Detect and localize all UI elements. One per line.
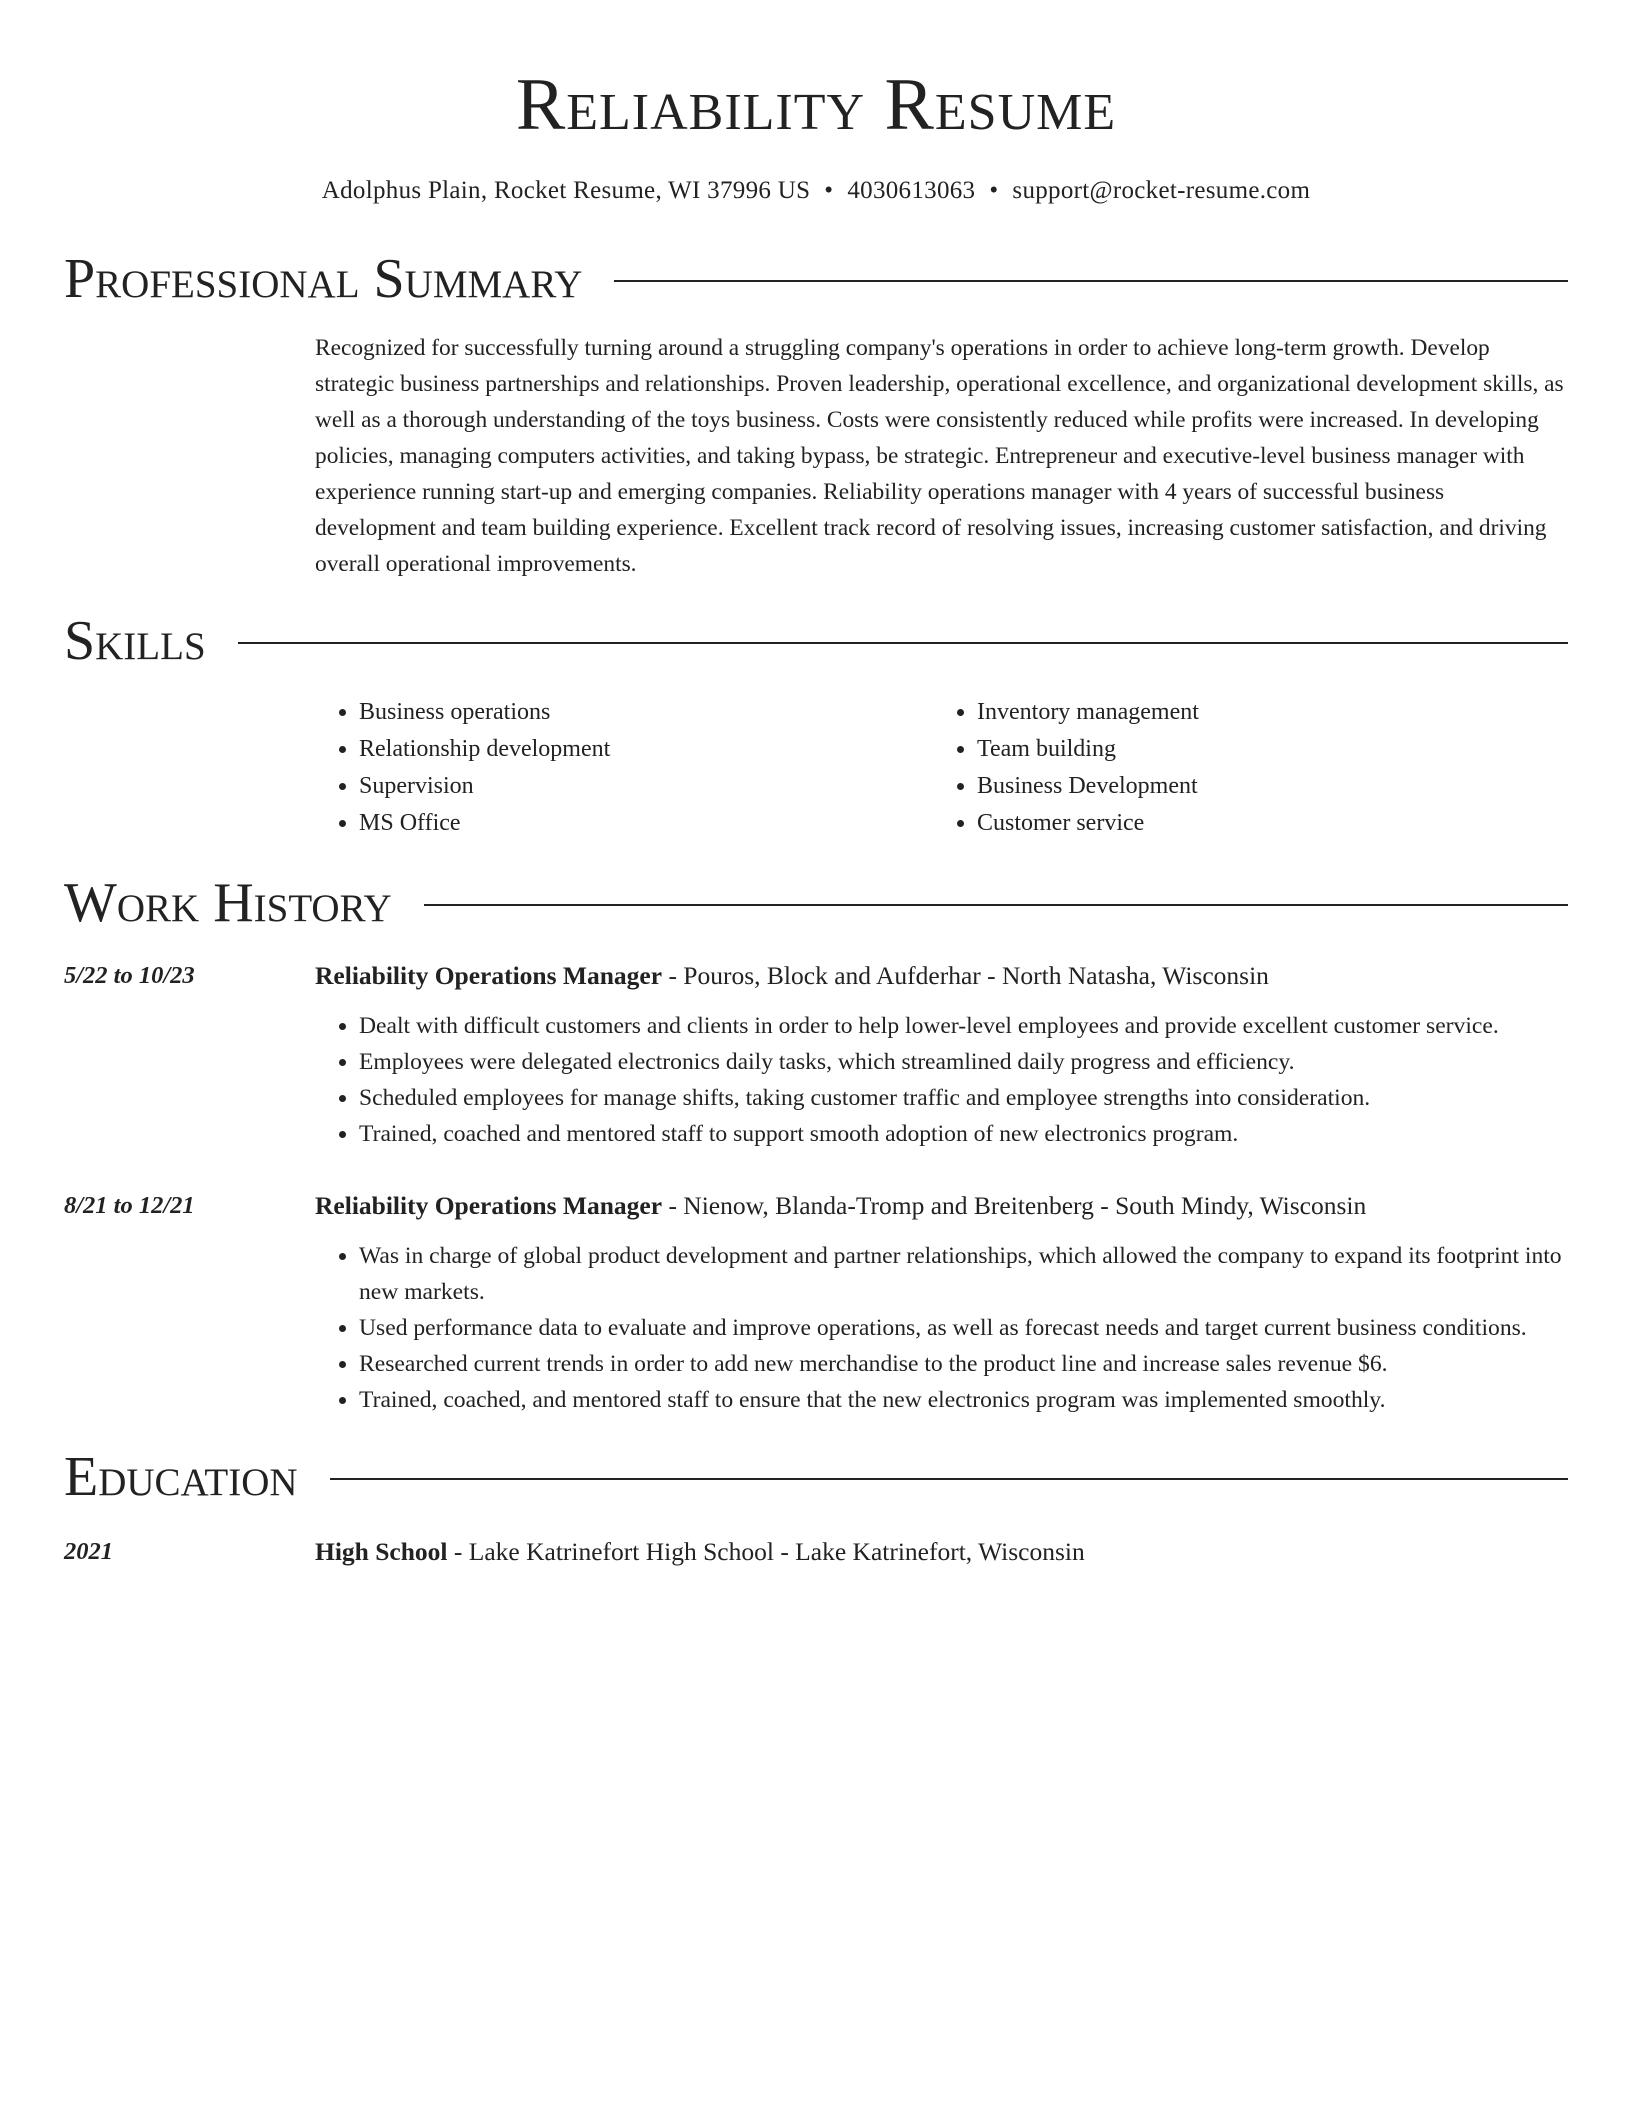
resume-name: Reliability Resume: [515, 64, 1117, 146]
education-heading-line: [315, 1534, 1568, 1570]
job-employer: - Pouros, Block and Aufderhar - North Natasha, Wisconsin: [662, 961, 1269, 990]
job-entry: [64, 1188, 1568, 1418]
skill-item: • Inventory management: [977, 694, 1199, 731]
job-dates: 8/21 to 12/21: [64, 1192, 195, 1219]
job-content: [315, 958, 1568, 1152]
summary-heading: Professional Summary: [64, 248, 583, 310]
skill-item: • Business operations: [359, 694, 933, 731]
job-bullet: • Scheduled employees for manage shifts, taking customer traffic and employee strengths into consideration.: [359, 1080, 1568, 1116]
summary-section-header: [64, 248, 1568, 310]
job-bullet: • Employees were delegated electronics daily tasks, which streamlined daily progress and efficiency.: [359, 1044, 1568, 1080]
section-divider: [614, 280, 1568, 282]
section-divider: [330, 1478, 1568, 1480]
education-heading: Education: [64, 1446, 298, 1508]
education-school: - Lake Katrinefort High School - Lake Katrinefort, Wisconsin: [447, 1537, 1085, 1566]
job-content: [315, 1188, 1568, 1418]
education-year: 2021: [64, 1538, 113, 1565]
education-section-header: [64, 1446, 1568, 1508]
section-divider: [424, 904, 1568, 906]
job-bullet: • Trained, coached, and mentored staff to ensure that the new electronics program was implemented smoothly.: [359, 1382, 1568, 1418]
section-divider: [238, 642, 1568, 644]
job-employer: - Nienow, Blanda-Tromp and Breitenberg - South Mindy, Wisconsin: [662, 1191, 1367, 1220]
skills-column-2: [933, 694, 1199, 842]
job-bullet: • Dealt with difficult customers and clients in order to help lower-level employees and provide excellent customer service.: [359, 1008, 1568, 1044]
skill-item: • MS Office: [359, 805, 933, 842]
contact-address: Adolphus Plain, Rocket Resume, WI 37996 US: [321, 177, 811, 204]
skills-heading: Skills: [64, 610, 206, 672]
skill-item: • Supervision: [359, 768, 933, 805]
job-bullet: • Trained, coached and mentored staff to support smooth adoption of new electronics program.: [359, 1116, 1568, 1152]
job-bullet: • Was in charge of global product development and partner relationships, which allowed the company to expand its footprint into new markets.: [359, 1238, 1568, 1310]
job-title: Reliability Operations Manager: [315, 961, 663, 990]
education-entry: [64, 1534, 1568, 1570]
skill-item: • Customer service: [977, 805, 1199, 842]
contact-line: [64, 174, 1568, 208]
work-heading: Work History: [64, 872, 392, 934]
job-heading: [315, 1188, 1568, 1224]
contact-separator: •: [824, 177, 834, 204]
skills-section-header: [64, 610, 1568, 672]
contact-phone: 4030613063: [847, 177, 976, 204]
work-section-header: [64, 872, 1568, 934]
job-bullet: • Researched current trends in order to add new merchandise to the product line and increase sales revenue $6.: [359, 1346, 1568, 1382]
education-content: [315, 1534, 1568, 1570]
education-degree: High School: [315, 1537, 448, 1566]
skill-item: • Business Development: [977, 768, 1199, 805]
job-title: Reliability Operations Manager: [315, 1191, 663, 1220]
job-entry: [64, 958, 1568, 1152]
skill-item: • Team building: [977, 731, 1199, 768]
contact-separator: •: [989, 177, 999, 204]
skills-list: [315, 694, 1568, 842]
job-heading: [315, 958, 1568, 994]
skills-column-1: [315, 694, 933, 842]
job-bullets: [315, 1008, 1568, 1152]
resume-header: [64, 60, 1568, 208]
contact-email: support@rocket-resume.com: [1012, 177, 1311, 204]
job-bullet: • Used performance data to evaluate and improve operations, as well as forecast needs and target current business conditions.: [359, 1310, 1568, 1346]
job-bullets: [315, 1238, 1568, 1418]
job-dates: 5/22 to 10/23: [64, 962, 195, 989]
skill-item: • Relationship development: [359, 731, 933, 768]
summary-text: Recognized for successfully turning around a struggling company's operations in order to achieve long-term growth. Develop strategic business partnerships and relationships. Proven leadership, operational excellence, and organizational development skills, as well as a thorough understanding of the toys business. Costs were consistently reduced while profits were increased. In developing policies, managing computers activities, and taking bypass, be strategic. Entrepreneur and executive-level business manager with experience running start-up and emerging companies. Reliability operations manager with 4 years of successful business development and team building experience. Excellent track record of resolving issues, increasing customer satisfaction, and driving overall operational improvements.: [315, 335, 1564, 577]
